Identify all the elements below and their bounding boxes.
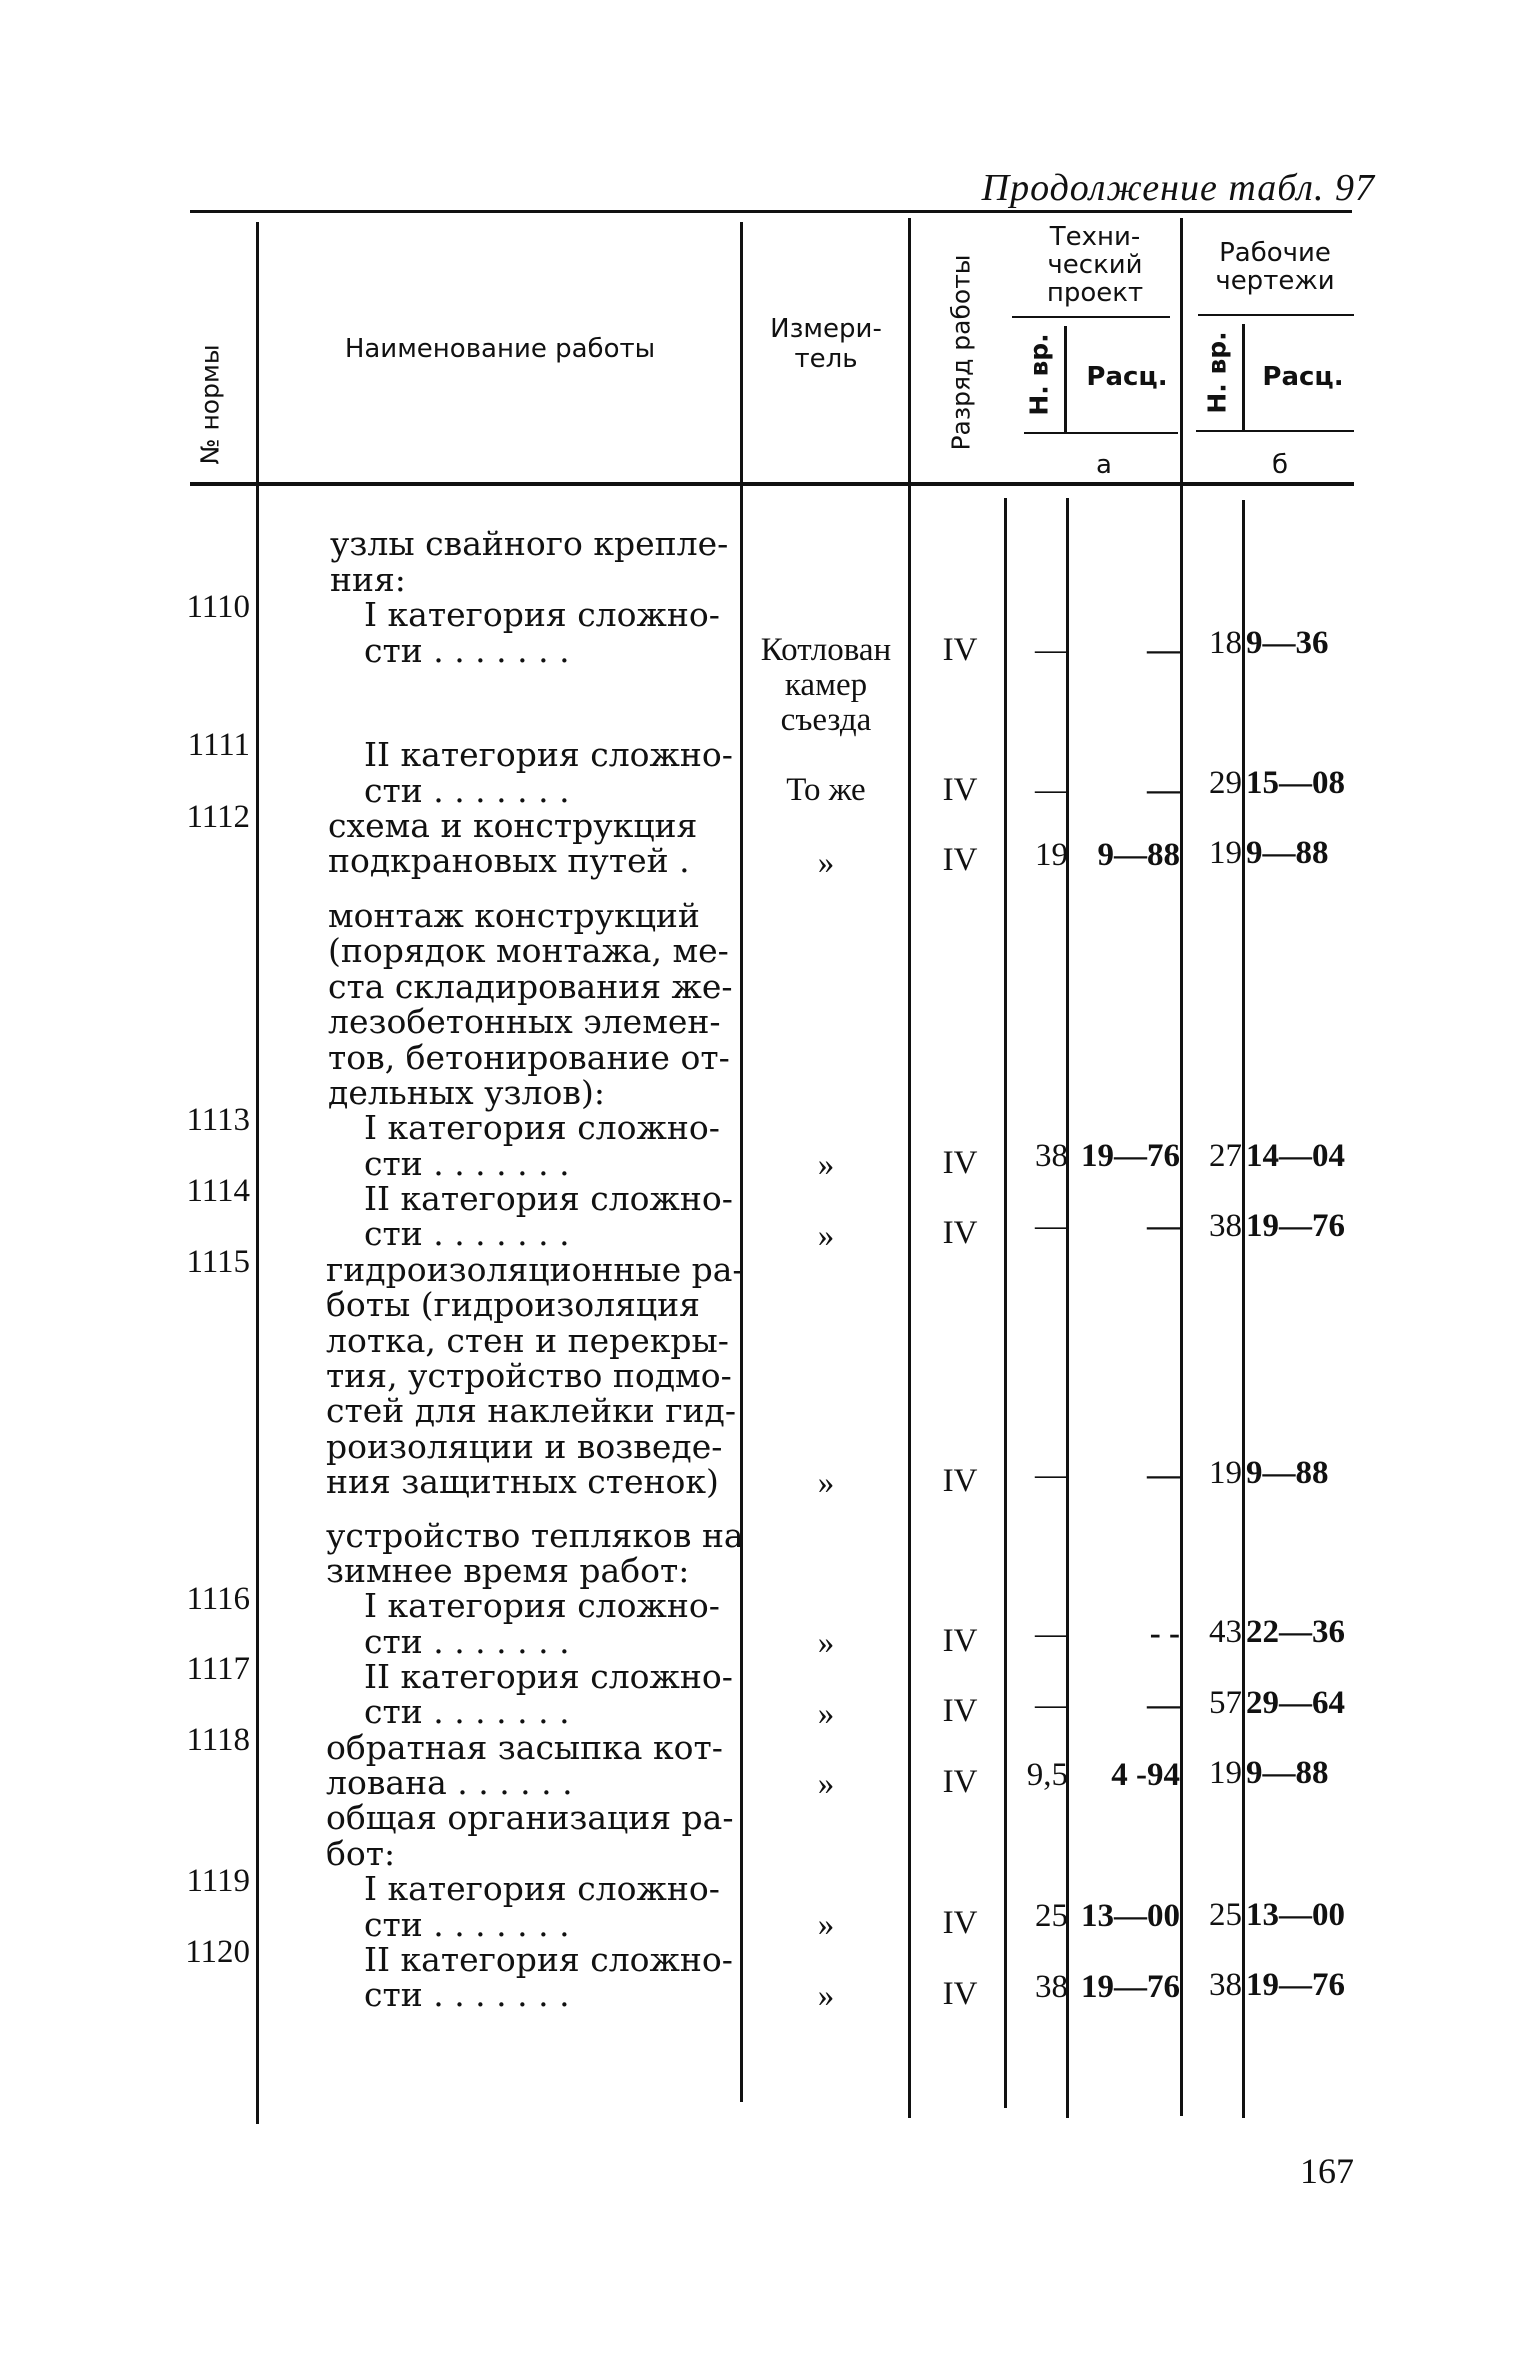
norm-number: 1115	[186, 1244, 250, 1280]
work-text-line: сти . . . . . . .	[364, 1975, 570, 2014]
rate-a-cell: 19—76	[1081, 1138, 1180, 1174]
norm-time-a-cell: —	[1035, 1616, 1068, 1652]
norm-time-a-cell: —	[1035, 772, 1068, 808]
norm-number: 1120	[185, 1934, 250, 1970]
norm-time-b-cell: 27	[1209, 1138, 1242, 1174]
tech-project-rule	[1012, 316, 1170, 318]
meter-cell: »	[817, 845, 835, 881]
grade-cell: IV	[942, 632, 978, 668]
header-work-name: Наименование работы	[344, 334, 656, 364]
rate-a-cell: —	[1147, 772, 1180, 808]
rate-a-cell: 19—76	[1081, 1969, 1180, 2005]
norm-number: 1118	[186, 1722, 250, 1758]
col-rule-h2-body	[1242, 500, 1245, 2118]
meter-cell: »	[817, 1978, 835, 2014]
rate-a-cell: 4 -94	[1111, 1757, 1180, 1793]
work-text-line: подкрановых путей .	[328, 841, 690, 880]
meter-cell: »	[817, 1218, 835, 1254]
work-text-line: сти . . . . . . .	[364, 771, 570, 810]
rate-b-cell: 19—76	[1246, 1208, 1345, 1244]
work-text-line: боты (гидроизоляция	[326, 1285, 700, 1324]
rate-b-cell: 9—36	[1246, 625, 1329, 661]
work-text-line: сти . . . . . . .	[364, 631, 570, 670]
header-work-grade: Разряд работы	[946, 254, 976, 451]
work-text-line: лована . . . . . .	[326, 1763, 573, 1802]
norm-time-a-cell: 19	[1035, 837, 1068, 873]
header-meter-line1: Измери-	[770, 314, 882, 344]
norm-time-b-cell: 19	[1209, 835, 1242, 871]
rate-a-cell: 13—00	[1081, 1898, 1180, 1934]
meter-cell-continuation: съезда	[780, 702, 872, 738]
norm-number: 1113	[186, 1102, 250, 1138]
work-text-line: I категория сложно-	[364, 1869, 720, 1908]
meter-cell: Котлован	[760, 632, 892, 668]
work-text-line: II категория сложно-	[364, 735, 733, 774]
grade-cell: IV	[942, 772, 978, 808]
header-norm-time-b: Н. вр.	[1202, 331, 1232, 414]
col-rule-num	[256, 222, 259, 2124]
work-text-line: II категория сложно-	[364, 1657, 733, 1696]
header-rate-a: Расц.	[1086, 362, 1168, 392]
work-text-line: стей для наклейки гид-	[326, 1391, 736, 1430]
meter-cell: »	[817, 1766, 835, 1802]
grade-cell: IV	[942, 1215, 978, 1251]
work-text-line: ния защитных стенок)	[326, 1462, 719, 1501]
norm-time-a-cell: 38	[1035, 1138, 1068, 1174]
rate-a-cell: —	[1147, 1687, 1180, 1723]
norm-time-a-cell: —	[1035, 1457, 1068, 1493]
work-text-line: бот:	[326, 1834, 396, 1873]
header-norm-time-a: Н. вр.	[1024, 333, 1054, 416]
grade-cell: IV	[942, 1764, 978, 1800]
norm-number: 1114	[186, 1173, 250, 1209]
meter-cell: »	[817, 1465, 835, 1501]
norm-time-a-cell: —	[1035, 632, 1068, 668]
norm-number: 1110	[186, 589, 250, 625]
work-text-line: гидроизоляционные ра-	[326, 1250, 744, 1289]
norm-time-b-cell: 38	[1209, 1208, 1242, 1244]
work-text-line: ния:	[330, 560, 406, 599]
work-text-line: тия, устройство подмо-	[326, 1356, 732, 1395]
header-norm-number: № нормы	[195, 344, 225, 465]
work-text-line: общая организация ра-	[326, 1798, 734, 1837]
header-rate-b: Расц.	[1262, 362, 1344, 392]
col-rule-h1-body	[1066, 498, 1069, 2118]
norm-number: 1117	[186, 1651, 250, 1687]
table-caption: Продолжение табл. 97	[981, 167, 1375, 209]
meter-cell: »	[817, 1625, 835, 1661]
norm-number: 1119	[186, 1863, 250, 1899]
work-text-line: зимнее время работ:	[326, 1551, 690, 1590]
work-text-line: сти . . . . . . .	[364, 1214, 570, 1253]
work-text-line: лезобетонных элемен-	[328, 1002, 721, 1041]
norm-time-b-cell: 18	[1209, 625, 1242, 661]
work-text-line: дельных узлов):	[328, 1073, 605, 1112]
rate-b-cell: 9—88	[1246, 1455, 1329, 1491]
norm-time-b-cell: 25	[1209, 1897, 1242, 1933]
header-top-rule	[190, 210, 1352, 213]
header-meter-line2: тель	[794, 344, 858, 374]
norm-time-b-cell: 43	[1209, 1614, 1242, 1650]
work-text-line: (порядок монтажа, ме-	[328, 931, 729, 970]
col-rule-h1	[1064, 326, 1067, 432]
work-text-line: II категория сложно-	[364, 1179, 733, 1218]
rate-b-cell: 15—08	[1246, 765, 1345, 801]
rate-a-cell: 9—88	[1097, 837, 1180, 873]
meter-cell: »	[817, 1696, 835, 1732]
meter-cell-continuation: камер	[784, 667, 868, 703]
work-text-line: узлы свайного крепле-	[330, 524, 729, 563]
header-working-drawings-line2: чертежи	[1215, 266, 1335, 296]
subcol-label-a: а	[1096, 450, 1112, 480]
subcol-b-rule	[1196, 430, 1354, 432]
header-working-drawings-line1: Рабочие	[1219, 238, 1331, 268]
work-text-line: I категория сложно-	[364, 595, 720, 634]
rate-b-cell: 14—04	[1246, 1138, 1345, 1174]
work-text-line: сти . . . . . . .	[364, 1144, 570, 1183]
work-text-line: ста складирования же-	[328, 967, 733, 1006]
norm-time-b-cell: 57	[1209, 1685, 1242, 1721]
header-tech-project-line3: проект	[1046, 278, 1144, 308]
rate-b-cell: 29—64	[1246, 1685, 1345, 1721]
rate-b-cell: 19—76	[1246, 1967, 1345, 2003]
col-rule-tech	[1180, 218, 1183, 2116]
rate-b-cell: 13—00	[1246, 1897, 1345, 1933]
header-tech-project-line2: ческий	[1047, 250, 1143, 280]
grade-cell: IV	[942, 1463, 978, 1499]
grade-cell: IV	[942, 1693, 978, 1729]
norm-time-a-cell: —	[1035, 1208, 1068, 1244]
work-text-line: монтаж конструкций	[328, 896, 700, 935]
grade-cell: IV	[942, 1905, 978, 1941]
grade-cell: IV	[942, 842, 978, 878]
col-rule-h2	[1242, 324, 1245, 430]
work-text-line: сти . . . . . . .	[364, 1622, 570, 1661]
work-text-line: схема и конструкция	[328, 806, 698, 845]
rate-b-cell: 9—88	[1246, 1755, 1329, 1791]
norm-number: 1112	[186, 799, 250, 835]
work-text-line: роизоляции и возведе-	[326, 1427, 723, 1466]
meter-cell: »	[817, 1907, 835, 1943]
grade-cell: IV	[942, 1145, 978, 1181]
col-rule-grade	[1004, 498, 1007, 2108]
work-text-line: устройство тепляков на	[326, 1516, 744, 1555]
grade-cell: IV	[942, 1623, 978, 1659]
rate-a-cell: —	[1147, 632, 1180, 668]
rate-a-cell: —	[1147, 1457, 1180, 1493]
grade-cell: IV	[942, 1976, 978, 2012]
work-text-line: обратная засыпка кот-	[326, 1728, 723, 1767]
work-text-line: II категория сложно-	[364, 1940, 733, 1979]
page-number: 167	[1300, 2151, 1354, 2191]
norm-time-a-cell: 38	[1035, 1969, 1068, 2005]
norm-number: 1116	[186, 1581, 250, 1617]
work-text-line: I категория сложно-	[364, 1108, 720, 1147]
norm-time-a-cell: 9,5	[1026, 1757, 1068, 1793]
work-text-line: тов, бетонирование от-	[328, 1038, 730, 1077]
working-drawings-rule	[1198, 314, 1354, 316]
norm-time-a-cell: —	[1035, 1687, 1068, 1723]
header-tech-project-line1: Техни-	[1049, 222, 1141, 252]
work-text-line: сти . . . . . . .	[364, 1905, 570, 1944]
rate-b-cell: 9—88	[1246, 835, 1329, 871]
work-text-line: сти . . . . . . .	[364, 1692, 570, 1731]
norm-time-b-cell: 29	[1209, 765, 1242, 801]
rate-a-cell: —	[1147, 1208, 1180, 1244]
rate-b-cell: 22—36	[1246, 1614, 1345, 1650]
norm-time-b-cell: 19	[1209, 1755, 1242, 1791]
norm-time-b-cell: 19	[1209, 1455, 1242, 1491]
subcol-label-b: б	[1271, 450, 1289, 480]
meter-cell: То же	[786, 772, 866, 808]
norm-number: 1111	[187, 727, 250, 763]
subcol-a-rule	[1024, 432, 1178, 434]
norm-time-b-cell: 38	[1209, 1967, 1242, 2003]
work-text-line: I категория сложно-	[364, 1586, 720, 1625]
meter-cell: »	[817, 1147, 835, 1183]
rate-a-cell: - -	[1149, 1616, 1180, 1652]
norm-time-a-cell: 25	[1035, 1898, 1068, 1934]
work-text-line: лотка, стен и перекры-	[326, 1321, 729, 1360]
